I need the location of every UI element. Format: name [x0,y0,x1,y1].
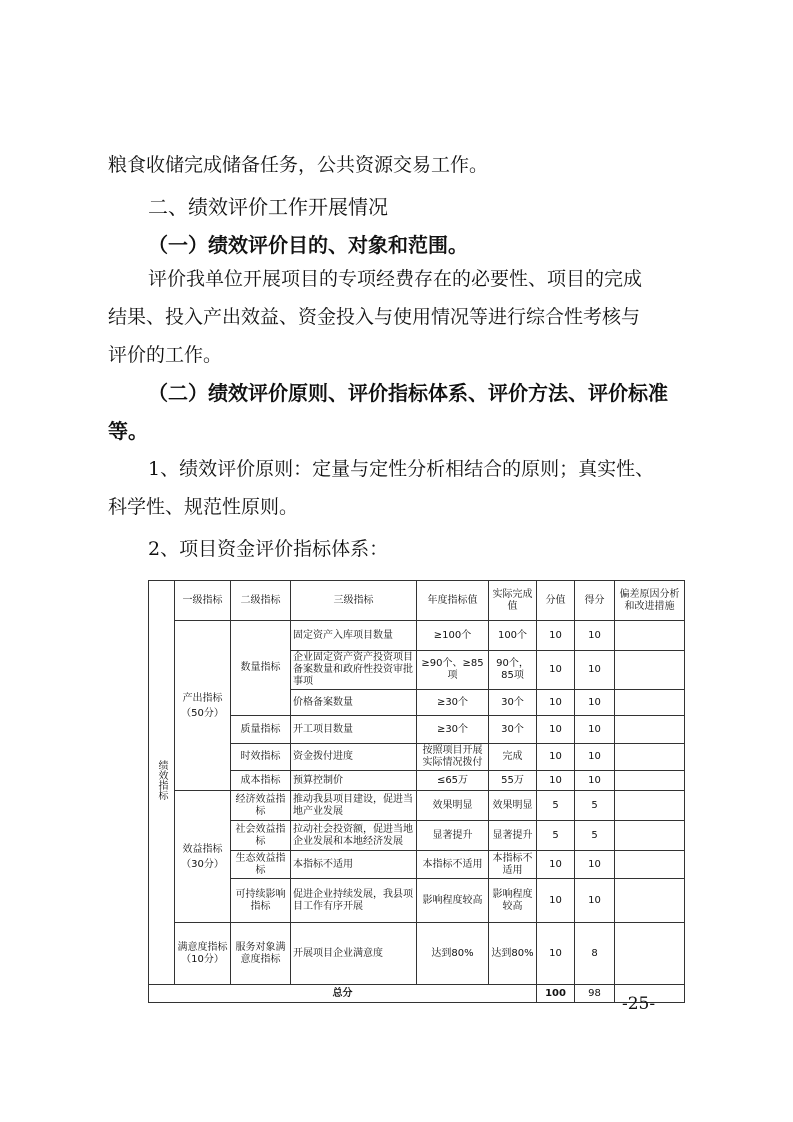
performance-indicator-table [148,580,685,1003]
reason-cell [615,923,685,985]
l2-cell: 服务对象满意度指标 [231,923,291,985]
score-cell: 10 [537,771,575,791]
group-output-label: 产出指标（50分） [181,692,224,719]
l3-cell: 促进企业持续发展，我县项目工作有序开展 [291,879,417,923]
reason-cell [615,821,685,851]
l3-cell: 开展项目企业满意度 [291,923,417,985]
l3-cell: 开工项目数量 [291,716,417,744]
total-got: 98 [575,985,615,1003]
table-row [149,791,685,821]
l2-cell: 社会效益指标 [231,821,291,851]
got-cell: 8 [575,923,615,985]
page-number: -25- [622,994,656,1014]
actual-cell: 30个 [489,690,537,716]
score-cell: 10 [537,923,575,985]
header-level3: 三级指标 [291,581,417,621]
got-cell: 10 [575,716,615,744]
actual-cell: 显著提升 [489,821,537,851]
l3-cell: 资金拨付进度 [291,744,417,771]
actual-cell: 达到80% [489,923,537,985]
reason-cell [615,771,685,791]
annual-cell: ≥30个 [417,690,489,716]
score-cell: 10 [537,690,575,716]
table-total-row [149,985,685,1003]
score-cell: 10 [537,621,575,651]
l2-cell: 可持续影响指标 [231,879,291,923]
heading-section-2: 二、绩效评价工作开展情况 [148,195,388,219]
l3-cell: 价格备案数量 [291,690,417,716]
heading-subsection-2-line-2: 等。 [108,419,148,443]
actual-cell: 效果明显 [489,791,537,821]
total-score: 100 [537,985,575,1003]
got-cell: 10 [575,744,615,771]
actual-cell: 影响程度较高 [489,879,537,923]
heading-subsection-2-line-1: （二）绩效评价原则、评价指标体系、评价方法、评价标准 [148,381,668,405]
paragraph-3-line-1: 1、绩效评价原则：定量与定性分析相结合的原则；真实性、 [148,458,655,480]
reason-cell [615,621,685,651]
actual-cell: 本指标不适用 [489,851,537,879]
paragraph-2-line-1: 评价我单位开展项目的专项经费存在的必要性、项目的完成 [148,268,643,290]
score-cell: 5 [537,791,575,821]
reason-cell [615,791,685,821]
l2-cell: 时效指标 [231,744,291,771]
got-cell: 10 [575,879,615,923]
paragraph-1: 粮食收储完成储备任务，公共资源交易工作。 [108,154,489,176]
annual-cell: ≥30个 [417,716,489,744]
annual-cell: 本指标不适用 [417,851,489,879]
paragraph-2-line-3: 评价的工作。 [108,344,223,366]
group-benefit-cell [175,791,231,923]
header-reason: 偏差原因分析和改进措施 [615,581,685,621]
reason-cell [615,690,685,716]
group-output-cell [175,621,231,791]
actual-cell: 100个 [489,621,537,651]
table-row [149,621,685,651]
reason-cell [615,716,685,744]
header-annual: 年度指标值 [417,581,489,621]
score-cell: 10 [537,716,575,744]
annual-cell: 影响程度较高 [417,879,489,923]
l2-cell: 生态效益指标 [231,851,291,879]
annual-cell: 达到80% [417,923,489,985]
reason-cell [615,651,685,690]
group-satisfaction-cell: 满意度指标（10分） [175,923,231,985]
score-cell: 5 [537,821,575,851]
l2-cell: 成本指标 [231,771,291,791]
table-row [149,923,685,985]
got-cell: 5 [575,821,615,851]
paragraph-2-line-2: 结果、投入产出效益、资金投入与使用情况等进行综合性考核与 [108,306,641,328]
annual-cell: 效果明显 [417,791,489,821]
paragraph-4: 2、项目资金评价指标体系： [148,538,389,560]
actual-cell: 55万 [489,771,537,791]
reason-cell [615,744,685,771]
l3-cell: 企业固定资产资产投资项目备案数量和政府性投资审批事项 [291,651,417,690]
l2-cell: 经济效益指标 [231,791,291,821]
annual-cell: 显著提升 [417,821,489,851]
got-cell: 10 [575,621,615,651]
got-cell: 5 [575,791,615,821]
l3-cell: 本指标不适用 [291,851,417,879]
l3-cell: 推动我县项目建设，促进当地产业发展 [291,791,417,821]
annual-cell: ≥100个 [417,621,489,651]
annual-cell: 按照项目开展实际情况拨付 [417,744,489,771]
reason-cell [615,879,685,923]
header-actual: 实际完成值 [489,581,537,621]
got-cell: 10 [575,651,615,690]
l2-quantity-cell: 数量指标 [231,621,291,716]
outer-category-label: 绩效指标 [156,760,167,800]
actual-cell: 90个，85项 [489,651,537,690]
score-cell: 10 [537,879,575,923]
got-cell: 10 [575,690,615,716]
header-level1: 一级指标 [175,581,231,621]
actual-cell: 30个 [489,716,537,744]
l3-cell: 预算控制价 [291,771,417,791]
reason-cell [615,851,685,879]
table-header-row [149,581,685,621]
got-cell: 10 [575,771,615,791]
l2-cell: 质量指标 [231,716,291,744]
annual-cell: ≥90个、≥85项 [417,651,489,690]
group-benefit-label: 效益指标（30分） [181,843,224,870]
header-got: 得分 [575,581,615,621]
header-level2: 二级指标 [231,581,291,621]
actual-cell: 完成 [489,744,537,771]
score-cell: 10 [537,651,575,690]
total-label: 总分 [149,985,537,1003]
score-cell: 10 [537,744,575,771]
outer-category-cell [149,581,175,985]
score-cell: 10 [537,851,575,879]
heading-subsection-1: （一）绩效评价目的、对象和范围。 [148,233,468,257]
l3-cell: 拉动社会投资额，促进当地企业发展和本地经济发展 [291,821,417,851]
got-cell: 10 [575,851,615,879]
header-score: 分值 [537,581,575,621]
l3-cell: 固定资产入库项目数量 [291,621,417,651]
annual-cell: ≤65万 [417,771,489,791]
paragraph-3-line-2: 科学性、规范性原则。 [108,496,299,518]
